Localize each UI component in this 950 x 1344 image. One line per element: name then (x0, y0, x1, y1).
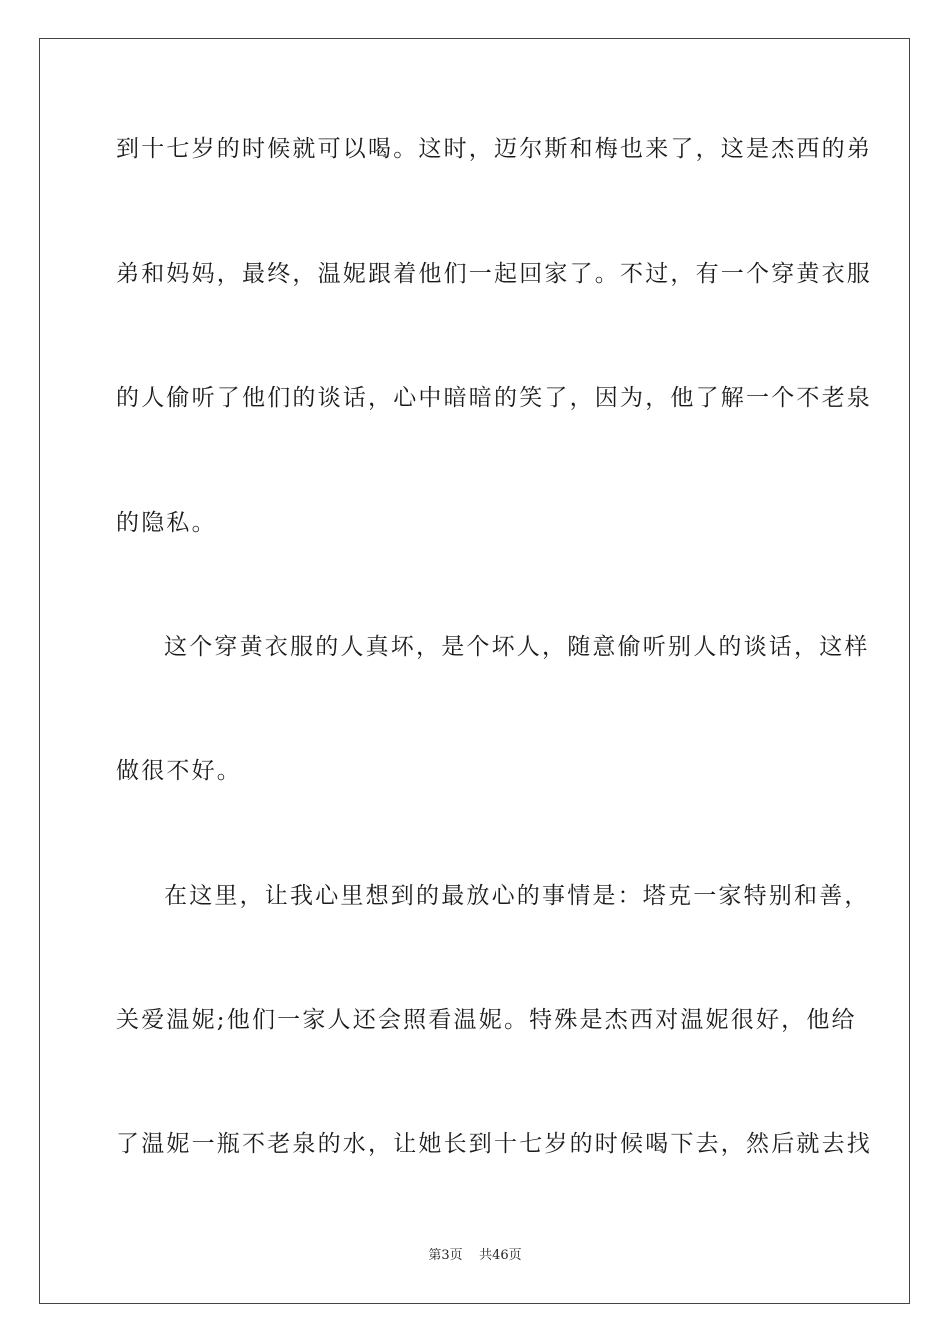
paragraph-line: 在这里，让我心里想到的最放心的事情是：塔克一家特别和善， (164, 883, 870, 909)
paragraph-line: 这个穿黄衣服的人真坏，是个坏人，随意偷听别人的谈话，这样 (164, 634, 870, 660)
paragraph-line: 的隐私。 (116, 510, 217, 536)
paragraph-line: 的人偷听了他们的谈话，心中暗暗的笑了，因为，他了解一个不老泉 (116, 385, 872, 411)
paragraph-line: 关爱温妮;他们一家人还会照看温妮。特殊是杰西对温妮很好，他给 (116, 1007, 857, 1033)
page-border (39, 38, 910, 1304)
page-number-footer: 第3页 共46页 (428, 1248, 522, 1263)
paragraph-line: 了温妮一瓶不老泉的水，让她长到十七岁的时候喝下去，然后就去找 (116, 1131, 872, 1157)
paragraph-line: 弟和妈妈，最终，温妮跟着他们一起回家了。不过，有一个穿黄衣服 (116, 261, 872, 287)
paragraph-line: 到十七岁的时候就可以喝。这时，迈尔斯和梅也来了，这是杰西的弟 (116, 136, 872, 162)
paragraph-line: 做很不好。 (116, 758, 242, 784)
